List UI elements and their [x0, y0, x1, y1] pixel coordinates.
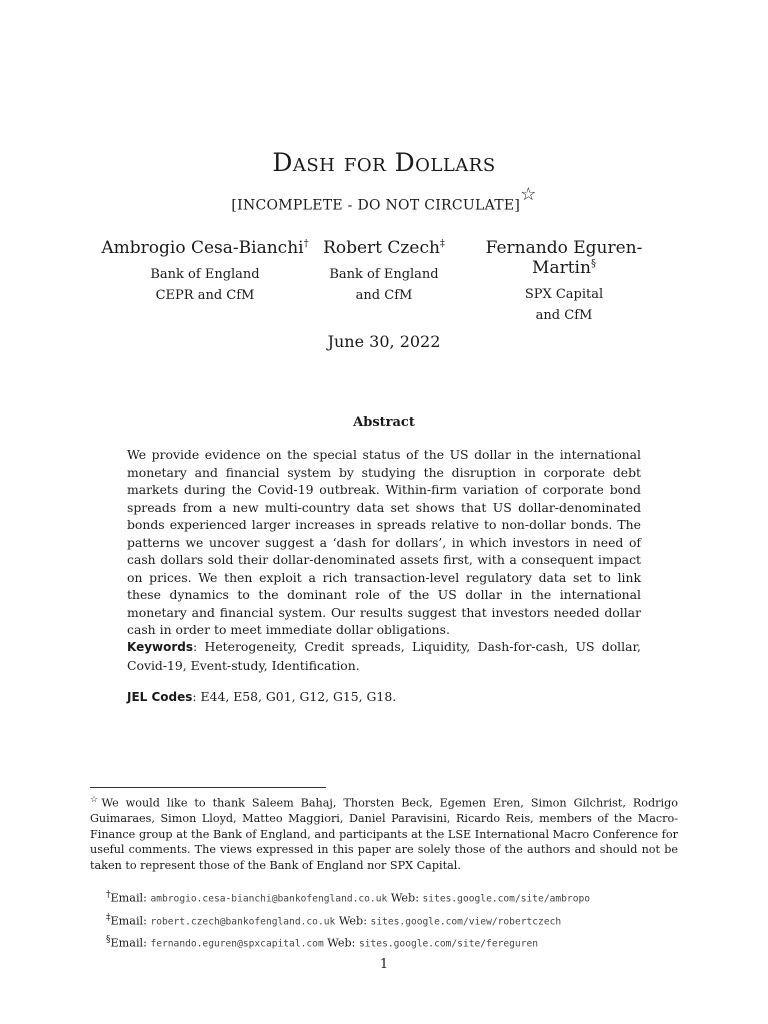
- author-affiliation: Bank of England and CfM: [329, 267, 439, 303]
- email-link[interactable]: fernando.eguren@spxcapital.com: [150, 939, 324, 951]
- author-block: [458, 238, 670, 326]
- web-link[interactable]: sites.google.com/site/fereguren: [358, 939, 539, 951]
- abstract-text: We provide evidence on the special status of the US dollar in the international monetary and financial system by studying the disruption in corporate debt markets during the Covid-19 outbreak. Within-firm variation of corporate bond spreads from a new multi-country data set shows that US dollar-denominated bonds experienced larger increases in spreads relative to non-dollar bonds. The patterns we uncover suggest a ‘dash for dollars’, in which investors in need of cash dollars sold their dollar-denominated assets first, with a consequent impact on prices. We then exploit a rich transaction-level regulatory data set to link these dynamics to the dominant role of the US dollar in the international monetary and financial system. Our results suggest that investors needed dollar cash in order to meet immediate dollar obligations.: [127, 447, 641, 637]
- author-affiliation: SPX Capital and CfM: [524, 287, 604, 323]
- paper-subtitle: [0, 184, 768, 214]
- author-block: [304, 238, 464, 306]
- author-block: [100, 238, 310, 306]
- jel-codes: JEL Codes: E44, E58, G01, G12, G15, G18.: [127, 689, 397, 704]
- contact-line: †Email: ambrogio.cesa-bianchi@bankofengland.co.uk Web: sites.google.com/site/ambropo: [106, 890, 591, 905]
- email-link[interactable]: robert.czech@bankofengland.co.uk: [150, 916, 336, 928]
- paper-date: June 30, 2022: [327, 332, 441, 351]
- contact-line: ‡Email: robert.czech@bankofengland.co.uk Web: sites.google.com/view/robertczech: [106, 912, 562, 928]
- author-name: Robert Czech‡: [323, 238, 445, 258]
- contact-line: §Email: fernando.eguren@spxcapital.com Web: sites.google.com/site/fereguren: [106, 935, 539, 951]
- abstract-heading: Abstract: [353, 415, 415, 430]
- author-affiliation: Bank of England CEPR and CfM: [150, 267, 260, 303]
- author-name: Ambrogio Cesa-Bianchi†: [101, 238, 309, 258]
- page-number: 1: [379, 957, 389, 972]
- web-link[interactable]: sites.google.com/view/robertczech: [370, 916, 562, 928]
- author-contacts: [106, 886, 706, 954]
- star-footnote-mark: ☆: [520, 184, 537, 205]
- author-name: Fernando Eguren-Martin§: [485, 238, 643, 278]
- web-link[interactable]: sites.google.com/site/ambropo: [422, 893, 591, 905]
- email-link[interactable]: ambrogio.cesa-bianchi@bankofengland.co.uk: [150, 893, 388, 905]
- subtitle-text: [INCOMPLETE - DO NOT CIRCULATE]: [231, 197, 521, 214]
- keywords: Keywords: Heterogeneity, Credit spreads, Liquidity, Dash-for-cash, US dollar, Covid-19, Event-study, Identification.: [127, 639, 641, 673]
- footnote-rule: [90, 787, 326, 788]
- paper-title: Dash for Dollars: [272, 148, 496, 177]
- acknowledgement-footnote: ☆We would like to thank Saleem Bahaj, Thorsten Beck, Egemen Eren, Simon Gilchrist, Rodrigo Guimaraes, Simon Lloyd, Matteo Maggiori, Daniel Paravisini, Ricardo Reis, members of the Macro-Finance group at the Bank of England, and participants at the LSE International Macro Conference for useful comments. The views expressed in this paper are solely those of the authors and should not be taken to represent those of the Bank of England nor SPX Capital.: [90, 795, 678, 872]
